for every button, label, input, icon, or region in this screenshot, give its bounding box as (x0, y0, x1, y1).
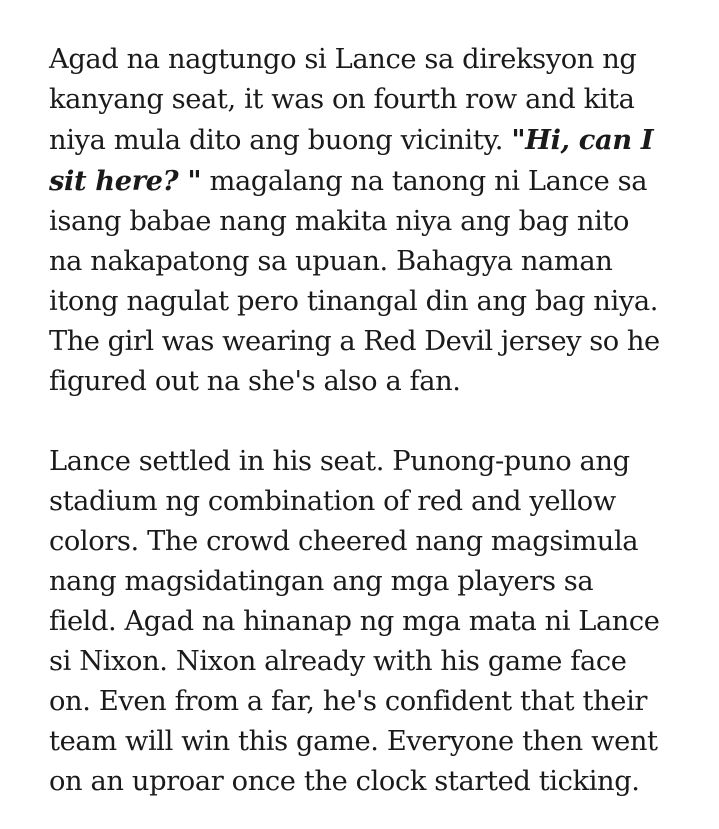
text-run: magalang na tanong ni Lance sa (201, 166, 648, 197)
text-line: figured out na she's also a fan. (49, 366, 461, 397)
text-line (49, 120, 664, 161)
text-line: field. Agad na hinanap ng mga mata ni Lance (49, 606, 660, 637)
text-line: nang magsidatingan ang mga players sa (49, 566, 594, 597)
paragraph-2 (49, 442, 664, 802)
text-line: on. Even from a far, he's confident that their (49, 686, 648, 717)
text-line: colors. The crowd cheered nang magsimula (49, 526, 639, 557)
text-line: The girl was wearing a Red Devil jersey so he (49, 326, 660, 357)
text-line: Lance settled in his seat. Punong-puno ang (49, 446, 630, 477)
text-line: si Nixon. Nixon already with his game face (49, 646, 627, 677)
text-line: na nakapatong sa upuan. Bahagya naman (49, 246, 613, 277)
text-line: itong nagulat pero tinangal din ang bag niya. (49, 286, 659, 317)
text-line: team will win this game. Everyone then went (49, 726, 658, 757)
paragraph-1 (49, 40, 664, 402)
text-line: kanyang seat, it was on fourth row and kita (49, 84, 635, 115)
text-run: niya mula dito ang buong vicinity. (49, 125, 512, 156)
story-text (49, 40, 664, 802)
text-line: Agad na nagtungo si Lance sa direksyon ng (49, 44, 637, 75)
text-line: on an uproar once the clock started ticking. (49, 766, 640, 797)
dialogue-quote: sit here? " (49, 165, 202, 197)
dialogue-quote: "Hi, can I (511, 124, 654, 156)
text-line: stadium ng combination of red and yellow (49, 486, 616, 517)
text-line (49, 161, 664, 202)
text-line: isang babae nang makita niya ang bag nito (49, 206, 630, 237)
